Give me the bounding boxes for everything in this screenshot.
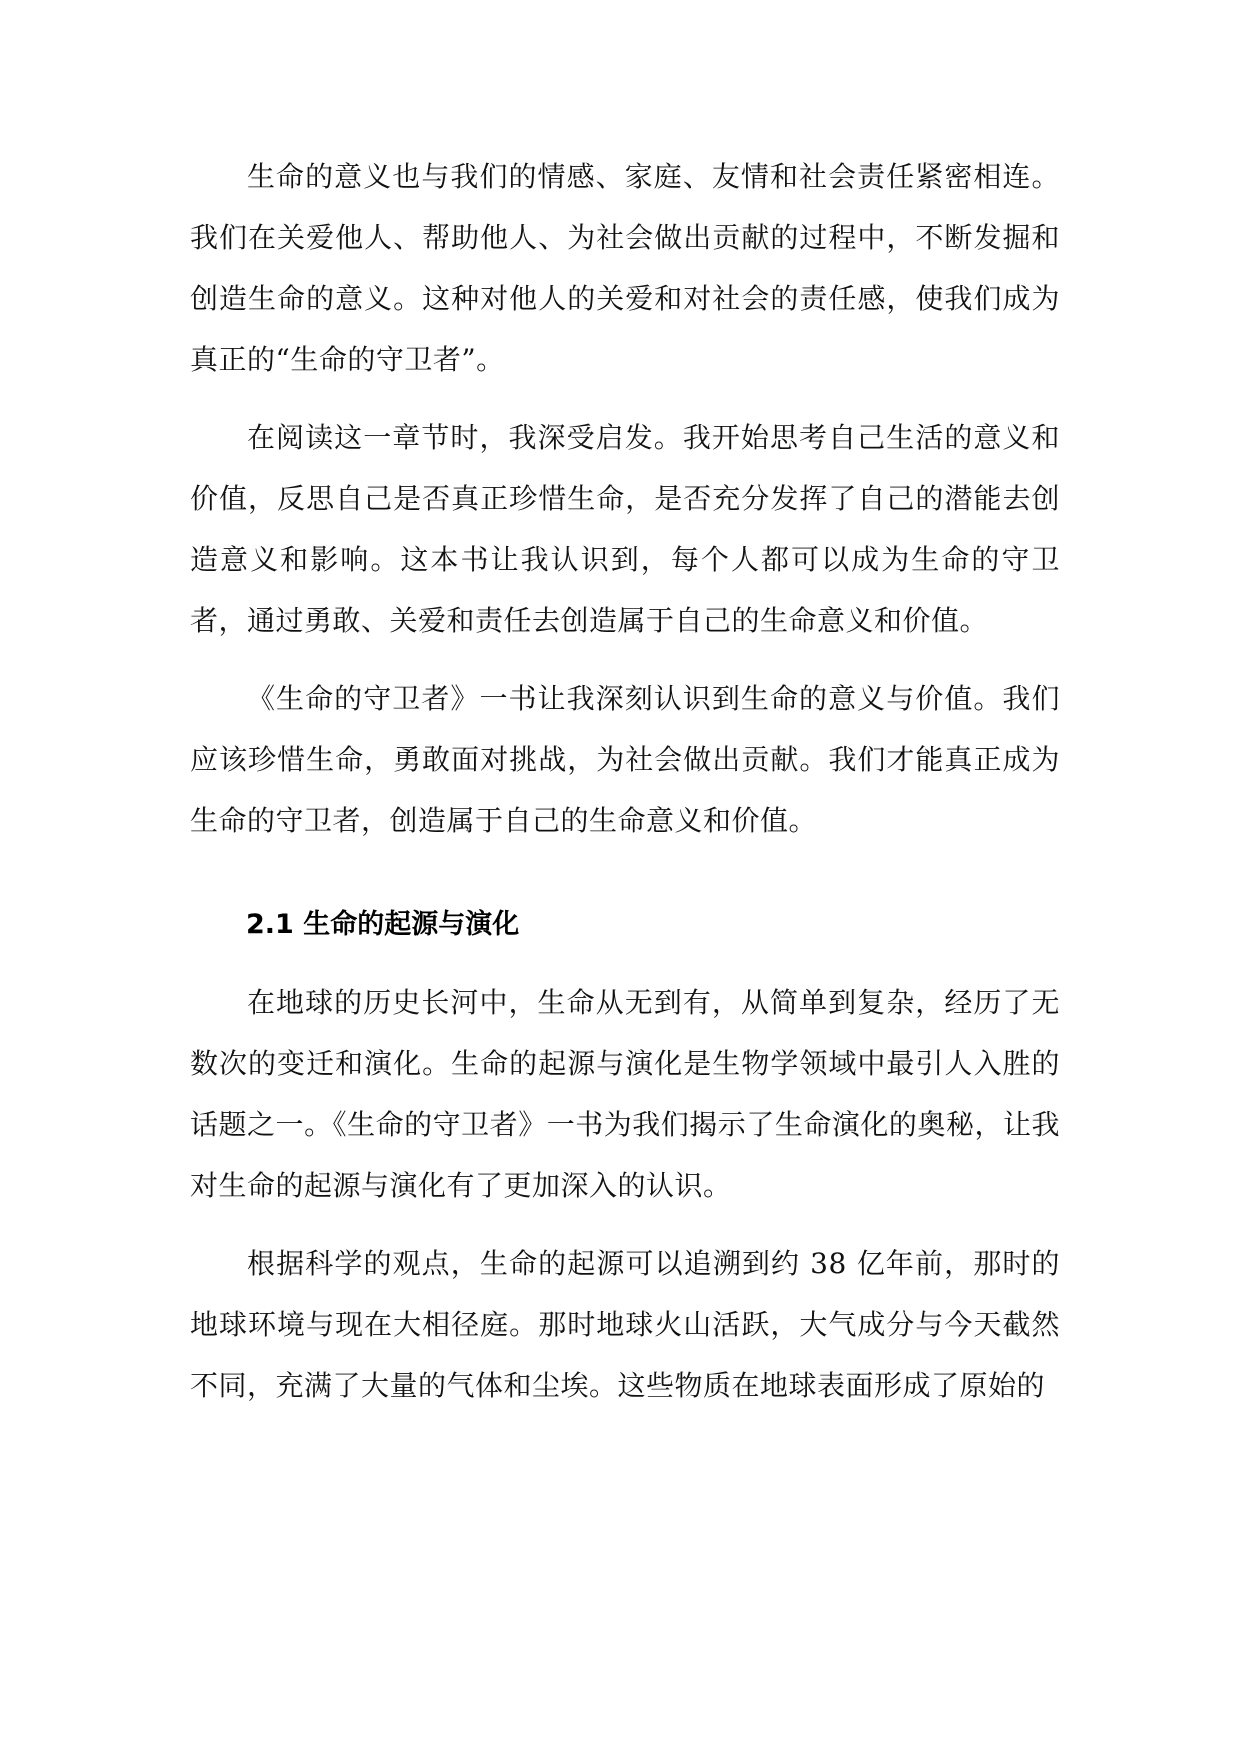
paragraph-origin-science: 根据科学的观点，生命的起源可以追溯到约 38 亿年前，那时的地球环境与现在大相径庭。那时地球火山活跃，大气成分与今天截然不同，充满了大量的气体和尘埃。这些物质在地球表面形成了原始的 — [190, 1247, 1060, 1402]
paragraph-conclusion: 《生命的守卫者》一书让我深刻认识到生命的意义与价值。我们应该珍惜生命，勇敢面对挑战，为社会做出贡献。我们才能真正成为生命的守卫者，创造属于自己的生命意义和价值。 — [190, 682, 1060, 837]
paragraph-reflection: 在阅读这一章节时，我深受启发。我开始思考自己生活的意义和价值，反思自己是否真正珍惜生命，是否充分发挥了自己的潜能去创造意义和影响。这本书让我认识到，每个人都可以成为生命的守卫者，通过勇敢、关爱和责任去创造属于自己的生命意义和价值。 — [190, 421, 1060, 637]
paragraph-responsibility: 生命的意义也与我们的情感、家庭、友情和社会责任紧密相连。我们在关爱他人、帮助他人、为社会做出贡献的过程中，不断发掘和创造生命的意义。这种对他人的关爱和对社会的责任感，使我们成为真正的“生命的守卫者”。 — [190, 160, 1060, 376]
section-heading: 2.1 生命的起源与演化 — [246, 909, 520, 940]
paragraph-origin-intro: 在地球的历史长河中，生命从无到有，从简单到复杂，经历了无数次的变迁和演化。生命的起源与演化是生物学领域中最引人入胜的话题之一。《生命的守卫者》一书为我们揭示了生命演化的奥秘，让我对生命的起源与演化有了更加深入的认识。 — [190, 986, 1060, 1202]
text-column — [190, 146, 1060, 1433]
